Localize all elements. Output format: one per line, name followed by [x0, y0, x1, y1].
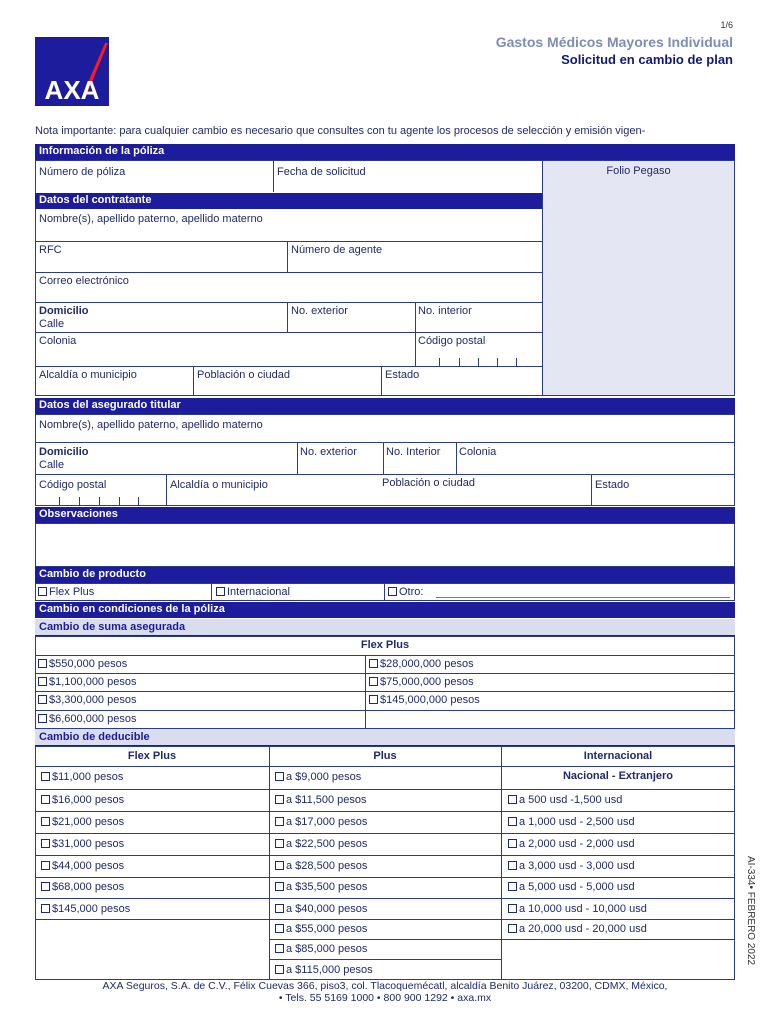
field-codigo-postal[interactable]: Código postal — [418, 335, 486, 347]
checkbox-icon[interactable] — [41, 839, 50, 848]
checkbox-icon[interactable] — [508, 904, 517, 913]
checkbox-icon[interactable] — [388, 587, 397, 596]
checkbox-ded-flex-31k[interactable]: $31,000 pesos — [41, 838, 124, 850]
section-producto: Cambio de producto — [35, 567, 735, 583]
checkbox-icon[interactable] — [369, 659, 378, 668]
field-fecha-solicitud[interactable]: Fecha de solicitud — [277, 166, 366, 178]
checkbox-icon[interactable] — [38, 714, 47, 723]
field-colonia[interactable]: Colonia — [39, 335, 77, 347]
checkbox-ded-plus-17000[interactable]: a $17,000 pesos — [275, 816, 367, 828]
checkbox-ded-plus-11500[interactable]: a $11,500 pesos — [275, 794, 367, 806]
checkbox-icon[interactable] — [275, 817, 284, 826]
checkbox-icon[interactable] — [41, 772, 50, 781]
field-asegurado-no-exterior[interactable]: No. exterior — [300, 446, 357, 458]
checkbox-icon[interactable] — [41, 861, 50, 870]
checkbox-icon[interactable] — [508, 817, 517, 826]
field-asegurado-alcaldia[interactable]: Alcaldía o municipio — [170, 479, 268, 491]
field-contratante-nombre[interactable]: Nombre(s), apellido paterno, apellido materno — [39, 213, 263, 225]
checkbox-icon[interactable] — [275, 965, 284, 974]
field-asegurado-estado[interactable]: Estado — [595, 479, 630, 491]
field-asegurado-calle[interactable]: Calle — [39, 459, 65, 471]
checkbox-producto-flex[interactable]: Flex Plus — [38, 586, 94, 598]
checkbox-icon[interactable] — [369, 677, 378, 686]
checkbox-icon[interactable] — [275, 882, 284, 891]
field-calle[interactable]: Calle — [39, 318, 65, 330]
label-asegurado-domicilio: Domicilio — [39, 446, 89, 458]
logo-text: AXA — [44, 75, 100, 105]
field-no-interior[interactable]: No. interior — [418, 305, 472, 317]
otro-line[interactable] — [436, 597, 730, 598]
checkbox-suma-1100k[interactable]: $1,100,000 pesos — [38, 676, 136, 688]
section-asegurado: Datos del asegurado titular — [35, 398, 735, 414]
checkbox-ded-plus-115000[interactable]: a $115,000 pesos — [275, 964, 373, 976]
checkbox-icon[interactable] — [369, 695, 378, 704]
checkbox-ded-plus-55000[interactable]: a $55,000 pesos — [275, 923, 367, 935]
checkbox-icon[interactable] — [275, 795, 284, 804]
section-suma-asegurada: Cambio de suma asegurada — [35, 619, 735, 636]
section-poliza: Información de la póliza — [35, 144, 735, 160]
checkbox-ded-flex-16k[interactable]: $16,000 pesos — [41, 794, 124, 806]
checkbox-icon[interactable] — [41, 817, 50, 826]
field-alcaldia[interactable]: Alcaldía o municipio — [39, 369, 137, 381]
deducible-header-flex: Flex Plus — [127, 750, 177, 762]
field-numero-agente[interactable]: Número de agente — [291, 244, 383, 256]
checkbox-ded-int-3000[interactable]: a 3,000 usd - 3,000 usd — [508, 860, 635, 872]
checkbox-ded-plus-9000[interactable]: a $9,000 pesos — [275, 771, 361, 783]
field-estado[interactable]: Estado — [385, 369, 420, 381]
checkbox-ded-plus-40000[interactable]: a $40,000 pesos — [275, 903, 367, 915]
footer — [35, 980, 735, 1004]
checkbox-ded-plus-35500[interactable]: a $35,500 pesos — [275, 881, 367, 893]
checkbox-icon[interactable] — [216, 587, 225, 596]
field-correo[interactable]: Correo electrónico — [39, 275, 129, 287]
checkbox-suma-3300k[interactable]: $3,300,000 pesos — [38, 694, 136, 706]
label-domicilio: Domicilio — [39, 305, 89, 317]
checkbox-icon[interactable] — [508, 795, 517, 804]
header-form-title: Solicitud en cambio de plan — [561, 52, 733, 67]
checkbox-ded-plus-85000[interactable]: a $85,000 pesos — [275, 943, 367, 955]
checkbox-ded-int-2000[interactable]: a 2,000 usd - 2,000 usd — [508, 838, 635, 850]
checkbox-ded-flex-44k[interactable]: $44,000 pesos — [41, 860, 124, 872]
deducible-header-plus: Plus — [373, 750, 397, 762]
deducible-sub-nacional-extranjero: Nacional - Extranjero — [562, 770, 674, 782]
checkbox-producto-internacional[interactable]: Internacional — [216, 586, 290, 598]
checkbox-icon[interactable] — [41, 882, 50, 891]
checkbox-icon[interactable] — [275, 944, 284, 953]
checkbox-ded-flex-145k[interactable]: $145,000 pesos — [41, 903, 130, 915]
checkbox-icon[interactable] — [41, 904, 50, 913]
checkbox-suma-145m[interactable]: $145,000,000 pesos — [369, 694, 480, 706]
checkbox-ded-flex-68k[interactable]: $68,000 pesos — [41, 881, 124, 893]
checkbox-icon[interactable] — [275, 839, 284, 848]
checkbox-icon[interactable] — [275, 861, 284, 870]
checkbox-icon[interactable] — [508, 839, 517, 848]
section-deducible: Cambio de deducible — [35, 729, 735, 746]
checkbox-icon[interactable] — [508, 861, 517, 870]
checkbox-icon[interactable] — [38, 659, 47, 668]
checkbox-suma-28m[interactable]: $28,000,000 pesos — [369, 658, 474, 670]
checkbox-icon[interactable] — [508, 882, 517, 891]
form-code: AI-334• FEBRERO 2022 — [745, 856, 756, 966]
checkbox-suma-550k[interactable]: $550,000 pesos — [38, 658, 127, 670]
deducible-header-internacional: Internacional — [583, 750, 653, 762]
field-asegurado-no-interior[interactable]: No. Interior — [386, 446, 441, 458]
checkbox-producto-otro[interactable]: Otro: — [388, 586, 423, 598]
checkbox-suma-6600k[interactable]: $6,600,000 pesos — [38, 713, 136, 725]
checkbox-ded-int-20000[interactable]: a 20,000 usd - 20,000 usd — [508, 923, 647, 935]
field-asegurado-nombre[interactable]: Nombre(s), apellido paterno, apellido materno — [39, 419, 263, 431]
field-rfc[interactable]: RFC — [39, 244, 62, 256]
checkbox-ded-int-500[interactable]: a 500 usd -1,500 usd — [508, 794, 622, 806]
checkbox-ded-int-10000[interactable]: a 10,000 usd - 10,000 usd — [508, 903, 647, 915]
section-observaciones: Observaciones — [35, 507, 735, 523]
footer-address: AXA Seguros, S.A. de C.V., Félix Cuevas 366, piso3, col. Tlacoquemécatl, alcaldía Benito Juárez, 03200, CDMX, México, — [102, 980, 668, 992]
checkbox-ded-int-5000[interactable]: a 5,000 usd - 5,000 usd — [508, 881, 635, 893]
axa-logo — [35, 37, 109, 106]
observaciones-area[interactable] — [35, 523, 735, 567]
checkbox-icon[interactable] — [38, 695, 47, 704]
checkbox-icon[interactable] — [275, 924, 284, 933]
section-condiciones: Cambio en condiciones de la póliza — [35, 602, 735, 618]
header-product-title: Gastos Médicos Mayores Individual — [495, 34, 733, 50]
section-contratante: Datos del contratante — [35, 193, 542, 209]
field-no-exterior[interactable]: No. exterior — [291, 305, 348, 317]
checkbox-ded-plus-22500[interactable]: a $22,500 pesos — [275, 838, 367, 850]
checkbox-ded-plus-28500[interactable]: a $28,500 pesos — [275, 860, 367, 872]
checkbox-icon[interactable] — [38, 587, 47, 596]
checkbox-icon[interactable] — [41, 795, 50, 804]
checkbox-ded-int-1000[interactable]: a 1,000 usd - 2,500 usd — [508, 816, 635, 828]
page-number: 1/6 — [720, 20, 733, 30]
suma-header: Flex Plus — [360, 639, 410, 651]
footer-contact: • Tels. 55 5169 1000 • 800 900 1292 • axa.mx — [278, 992, 492, 1004]
checkbox-icon[interactable] — [508, 924, 517, 933]
checkbox-ded-flex-21k[interactable]: $21,000 pesos — [41, 816, 124, 828]
checkbox-icon[interactable] — [275, 772, 284, 781]
field-folio-pegaso: Folio Pegaso — [606, 165, 671, 177]
checkbox-icon[interactable] — [38, 677, 47, 686]
checkbox-ded-flex-11k[interactable]: $11,000 pesos — [41, 771, 123, 783]
form — [35, 144, 735, 980]
checkbox-suma-75m[interactable]: $75,000,000 pesos — [369, 676, 474, 688]
field-poblacion[interactable]: Población o ciudad — [197, 369, 290, 381]
field-numero-poliza[interactable]: Número de póliza — [39, 166, 126, 178]
checkbox-icon[interactable] — [275, 904, 284, 913]
field-asegurado-cp[interactable]: Código postal — [39, 479, 107, 491]
field-asegurado-colonia[interactable]: Colonia — [459, 446, 497, 458]
field-asegurado-poblacion[interactable]: Población o ciudad — [382, 477, 475, 489]
important-note: Nota importante: para cualquier cambio es necesario que consultes con tu agente los procesos de selección y emisión vigen- — [35, 125, 646, 137]
